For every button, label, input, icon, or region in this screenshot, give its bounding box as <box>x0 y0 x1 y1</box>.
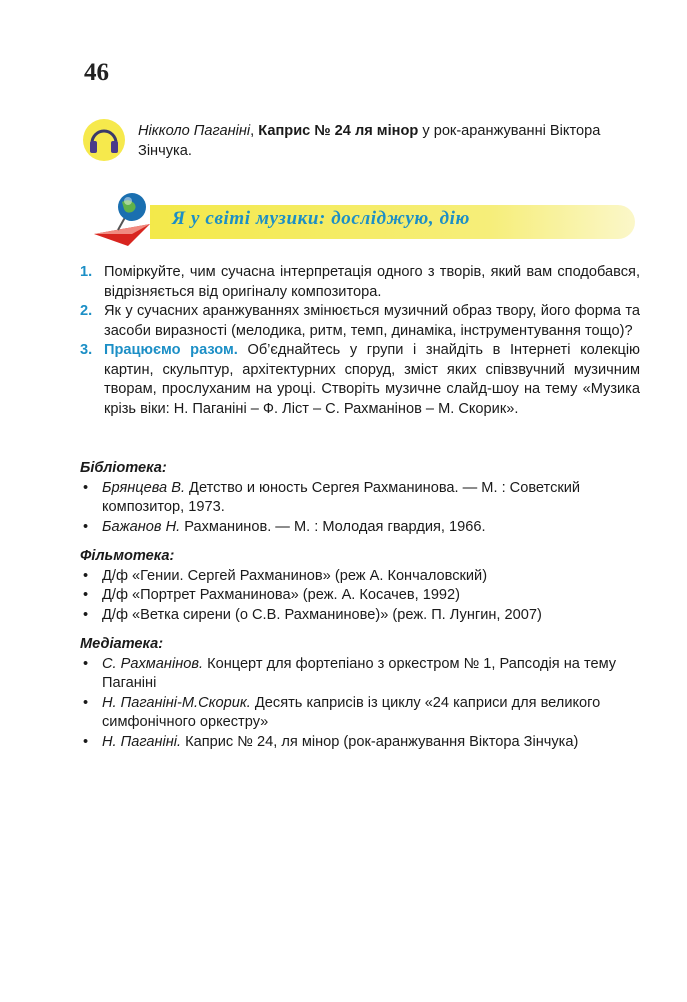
item-author: С. Рахманінов. <box>102 655 204 672</box>
headphones-icon <box>82 118 126 162</box>
task-item <box>80 341 640 419</box>
bullet: • <box>83 567 89 584</box>
task-text: Об’єднайтесь у групи і знайдіть в Інтернеті колекцію картин, скульптур, архітектурних споруд, зміст яких співзвучний музичним творам, прослуханим на уроці. Створіть музичне слайд-шоу на тему «Музика крізь віки: Н. Паганіні – Ф. Ліст – С. Рахманінов – М. Скорик». <box>104 342 641 417</box>
task-item <box>80 263 640 302</box>
task-list <box>80 263 640 419</box>
item-author: Бажанов Н. <box>102 518 181 535</box>
library-section <box>80 459 645 537</box>
list-item <box>80 606 645 626</box>
item-text: Д/ф «Ветка сирени (о С.В. Рахманинове)» (реж. П. Лунгин, 2007) <box>102 606 542 623</box>
bullet: • <box>83 655 89 672</box>
item-text: Концерт для фортепіано з оркестром № 1, Рапсодія на тему Паганіні <box>102 655 617 691</box>
task-item <box>80 302 640 341</box>
task-text: Поміркуйте, чим сучасна інтерпретація одного з творів, який вам сподобався, відрізняється від оригіналу композитора. <box>104 264 640 300</box>
item-text: Детство и юность Сергея Рахманинова. — М. : Советский композитор, 1973. <box>102 479 581 515</box>
mediateka-section <box>80 635 645 752</box>
filmoteka-section <box>80 547 645 625</box>
list-item <box>80 655 645 694</box>
bullet: • <box>83 518 89 535</box>
listening-sep: , <box>250 123 259 139</box>
bullet: • <box>83 733 89 750</box>
list-item <box>80 733 645 753</box>
library-heading: Бібліотека: <box>80 460 167 476</box>
listening-work: Каприс № 24 ля мінор <box>258 123 419 139</box>
mediateka-heading: Медіатека: <box>80 636 164 652</box>
task-lead: Працюємо разом. <box>104 342 238 358</box>
bullet: • <box>83 587 89 603</box>
list-item <box>80 567 645 587</box>
item-text: Рахманинов. — М. : Молодая гвардия, 1966. <box>180 518 486 535</box>
task-number: 3. <box>80 342 93 358</box>
task-number: 1. <box>80 264 93 280</box>
task-text: Як у сучасних аранжуваннях змінюється музичний образ твору, його форма та засоби виразності (мелодика, ритм, темп, динаміка, інструментування тощо)? <box>104 303 640 339</box>
listening-rest: у рок-аранжуванні Віктора Зінчука. <box>138 123 601 159</box>
bullet: • <box>83 694 89 711</box>
section-title: Я у світі музики: досліджую, дію <box>172 208 470 229</box>
listening-description <box>138 121 658 161</box>
list-item <box>80 694 645 733</box>
item-text: Д/ф «Гении. Сергей Рахманинов» (реж А. Кончаловский) <box>102 567 488 584</box>
bullet: • <box>83 606 89 623</box>
item-author: Н. Паганіні-М.Скорик. <box>102 694 251 711</box>
list-item <box>80 518 645 538</box>
item-text: Десять каприсів із циклу «24 каприси для великого симфонічного оркестру» <box>102 694 601 730</box>
task-number: 2. <box>80 303 93 319</box>
filmoteka-heading: Фільмотека: <box>80 548 175 564</box>
item-author: Брянцева В. <box>102 479 185 496</box>
list-item <box>80 479 645 518</box>
list-item <box>80 586 645 606</box>
listening-author: Нікколо Паганіні <box>138 123 251 139</box>
item-text: Каприс № 24, ля мінор (рок-аранжування Віктора Зінчука) <box>181 733 579 750</box>
item-author: Н. Паганіні. <box>102 733 182 750</box>
bullet: • <box>83 479 89 496</box>
item-text: Д/ф «Портрет Рахманинова» (реж. А. Косачев, 1992) <box>102 587 461 603</box>
page-number: 46 <box>84 59 109 86</box>
globe-pointer-icon <box>88 190 164 250</box>
